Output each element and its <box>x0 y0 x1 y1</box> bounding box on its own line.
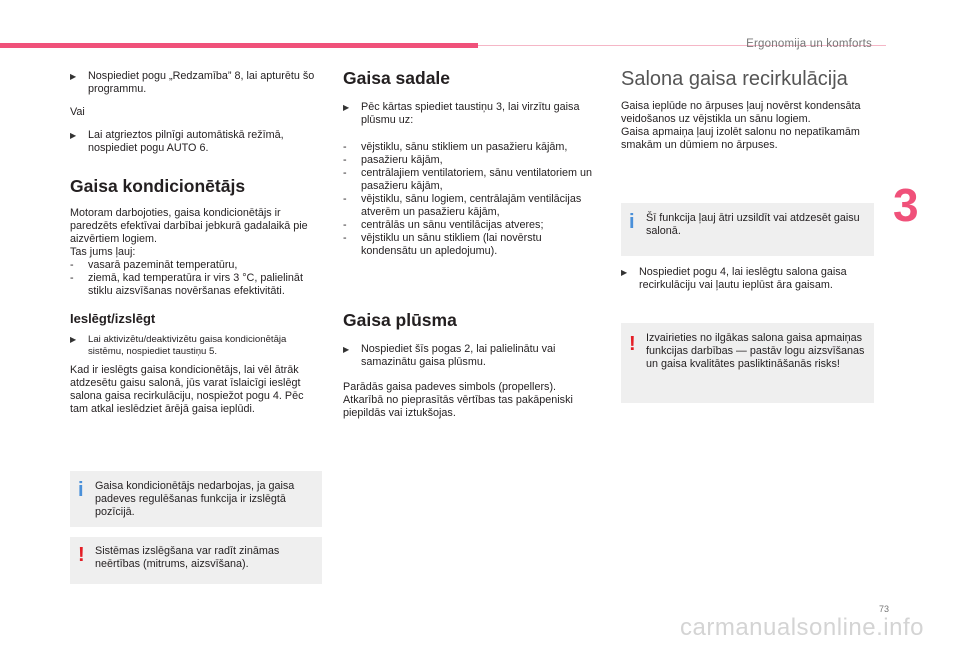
paragraph: Kad ir ieslēgts gaisa kondicionētājs, lai vēl ātrāk atdzesētu gaisu salonā, jūs varat īslaicīgi ieslēgt salona gaisa recirkulāciju, nospiežot pogu 4. Pēc tam atkal ieslēdziet ārējā gaisa ieplūdi. <box>70 364 304 415</box>
text: Nospiediet pogu 4, lai ieslēgtu salona gaisa recirkulāciju vai ļautu ieplūst āra gaisam. <box>639 266 847 291</box>
heading-air-distribution: Gaisa sadale <box>343 68 451 88</box>
heading-air-conditioning: Gaisa kondicionētājs <box>70 176 246 196</box>
bullet-item <box>621 266 874 292</box>
column-3-bullet <box>621 266 874 292</box>
arrow-bullet-icon: ▶ <box>70 131 77 140</box>
arrow-bullet-icon: ▶ <box>70 72 77 81</box>
dash-item: - centrālajiem ventilatoriem, sānu ventilatoriem un pasažieru kājām, <box>343 167 593 192</box>
warning-icon: ! <box>78 544 85 566</box>
bullet-item <box>70 334 322 358</box>
paragraph: Motoram darbojoties, gaisa kondicionētājs ir paredzēts efektīvai darbībai jebkurā gadalaikā pie aizvērtiem logiem. <box>70 207 308 245</box>
section-title: Ergonomija un komforts <box>746 38 872 50</box>
dash-item: - vējstiklu, sānu logiem, centrālajām ventilācijas atverēm un pasažieru kājām, <box>343 193 582 218</box>
column-3 <box>621 67 874 152</box>
warning-icon: ! <box>629 333 636 355</box>
chapter-number: 3 <box>893 179 919 231</box>
text: Lai aktivizētu/deaktivizētu gaisa kondicionētāja sistēmu, nospiediet taustiņu 5. <box>88 334 287 357</box>
paragraph: Gaisa ieplūde no ārpuses ļauj novērst kondensāta veidošanos uz vējstikla un sānu logiem. <box>621 100 861 125</box>
info-box <box>70 471 322 527</box>
heading-recirculation: Salona gaisa recirkulācija <box>621 68 848 90</box>
info-text: Gaisa kondicionētājs nedarbojas, ja gaisa padeves regulēšanas funkcija ir izslēgtā pozīcijā. <box>95 480 295 518</box>
info-icon: i <box>629 211 635 233</box>
dash-item: - pasažieru kājām, <box>343 154 443 166</box>
dash-item: - centrālās un sānu ventilācijas atveres; <box>343 219 544 231</box>
watermark: carmanualsonline.info <box>680 614 924 641</box>
info-icon: i <box>78 479 84 501</box>
warning-box <box>621 323 874 403</box>
info-text: Šī funkcija ļauj ātri uzsildīt vai atdzesēt gaisu salonā. <box>646 212 860 237</box>
text: Lai atgrieztos pilnīgi automātiskā režīmā, nospiediet pogu AUTO 6. <box>88 129 284 154</box>
dash-item: - ziemā, kad temperatūra ir virs 3 °C, palielināt stiklu aizsvīšanas novēršanas efektivitāti. <box>70 272 303 297</box>
header-accent-bar <box>0 43 478 48</box>
text: Nospiediet šīs pogas 2, lai palielinātu vai samazinātu gaisa plūsmu. <box>361 343 556 368</box>
text: Nospiediet pogu „Redzamība” 8, lai apturētu šo programmu. <box>88 70 315 95</box>
text: Vai <box>70 106 85 118</box>
dash-item: - vējstiklu un sānu stikliem (lai novērstu kondensātu un apledojumu). <box>343 232 542 257</box>
arrow-bullet-icon: ▶ <box>621 268 628 277</box>
dash-item: - vējstiklu, sānu stikliem un pasažieru kājām, <box>343 141 568 153</box>
warning-box <box>70 537 322 584</box>
bullet-item <box>70 129 322 155</box>
heading-on-off: Ieslēgt/izslēgt <box>70 311 156 326</box>
warning-text: Sistēmas izslēgšana var radīt zināmas neērtības (mitrums, aizsvīšana). <box>95 545 280 570</box>
arrow-bullet-icon: ▶ <box>70 335 77 344</box>
heading-air-flow: Gaisa plūsma <box>343 310 457 330</box>
dash-item: - vasarā pazemināt temperatūru, <box>70 259 238 271</box>
page-number: 73 <box>879 604 890 614</box>
bullet-item <box>343 343 598 369</box>
column-2 <box>343 68 598 420</box>
column-1 <box>70 70 322 416</box>
bullet-item <box>343 101 598 127</box>
info-box <box>621 203 874 256</box>
text: Pēc kārtas spiediet taustiņu 3, lai virzītu gaisa plūsmu uz: <box>361 101 580 126</box>
paragraph: Gaisa apmaiņa ļauj izolēt salonu no nepatīkamām smakām un dūmiem no ārpuses. <box>621 126 860 151</box>
arrow-bullet-icon: ▶ <box>343 103 350 112</box>
bullet-item <box>70 70 322 96</box>
paragraph: Parādās gaisa padeves simbols (propellers). Atkarībā no pieprasītās vērtības tas pakāpeniski piepildās vai iztukšojas. <box>343 381 573 419</box>
warning-text: Izvairieties no ilgākas salona gaisa apmaiņas funkcijas darbības — pastāv logu aizsvīšanas un gaisa kvalitātes pasliktināšanās risks! <box>646 332 865 370</box>
arrow-bullet-icon: ▶ <box>343 345 350 354</box>
paragraph: Tas jums ļauj: <box>70 246 136 258</box>
